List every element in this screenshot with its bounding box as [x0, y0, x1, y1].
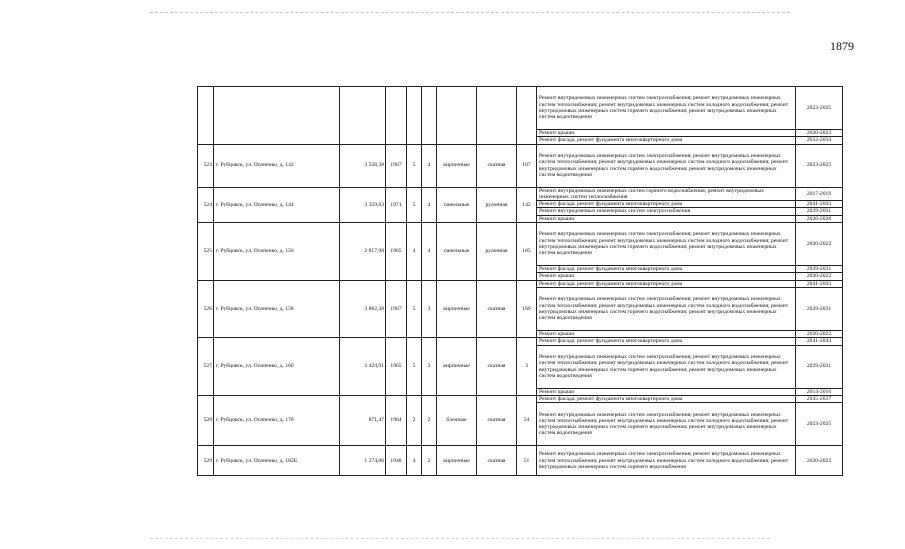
- work-description-cell: Ремонт внутридомовых инженерных систем электроснабжения; ремонт внутридомовых инженерных систем теплоснабжения; ремонт внутридомовых инженерных систем холодного водоснабжения; ремонт внутридомовых инженерных систем горячего водоснабжения; ремонт внутридомовых инженерных систем водоотведения: [537, 144, 796, 187]
- floors-cell: 5: [407, 338, 422, 396]
- floors-cell: 5: [407, 144, 422, 187]
- table-row: [198, 223, 843, 266]
- work-description-cell: Ремонт фасада; ремонт фундамента многоквартирного дома: [537, 201, 796, 208]
- wall-material-cell: панельные: [437, 187, 477, 222]
- table-body: [198, 87, 843, 476]
- work-description-cell: Ремонт крыши: [537, 130, 796, 137]
- row-number: 526: [198, 280, 214, 338]
- work-period-cell: 2020-2022: [796, 330, 843, 337]
- row-number: [198, 87, 214, 145]
- year-built-cell: 1967: [386, 144, 407, 187]
- repair-schedule-table: [197, 86, 843, 476]
- address-cell: [214, 87, 340, 145]
- work-description-cell: Ремонт крыши: [537, 330, 796, 337]
- work-period-cell: 2041-2043: [796, 201, 843, 208]
- work-period-cell: 2026-2028: [796, 215, 843, 222]
- work-period-cell: 2020-2022: [796, 130, 843, 137]
- work-description-cell: Ремонт внутридомовых инженерных систем электроснабжения: [537, 208, 796, 215]
- row-number: 527: [198, 338, 214, 396]
- roof-type-cell: скатная: [477, 280, 517, 338]
- floors-cell: 4: [407, 223, 422, 281]
- wall-material-cell: блочные: [437, 395, 477, 445]
- area-cell: 3 558,38: [340, 144, 386, 187]
- roof-type-cell: [477, 87, 517, 145]
- residents-cell: 34: [517, 395, 537, 445]
- year-built-cell: 1965: [386, 223, 407, 281]
- residents-cell: 3: [517, 338, 537, 396]
- row-number: 529: [198, 446, 214, 476]
- table-row: [198, 338, 843, 345]
- work-period-cell: 2020-2022: [796, 446, 843, 476]
- work-description-cell: Ремонт фасада; ремонт фундамента многоквартирного дома: [537, 266, 796, 273]
- area-cell: 3 359,63: [340, 187, 386, 222]
- address-cell: г. Рубцовск, ул. Осипенко, д. 160: [214, 338, 340, 396]
- roof-type-cell: скатная: [477, 446, 517, 476]
- work-period-cell: 2032-2034: [796, 137, 843, 144]
- wall-material-cell: панельные: [437, 223, 477, 281]
- work-description-cell: Ремонт внутридомовых инженерных систем электроснабжения; ремонт внутридомовых инженерных систем теплоснабжения; ремонт внутридомовых инженерных систем холодного водоснабжения; ремонт внутридомовых инженерных систем горячего водоснабжения; ремонт внутридомовых инженерных систем водоотведения: [537, 287, 796, 330]
- year-built-cell: 1971: [386, 187, 407, 222]
- work-period-cell: 2017-2019: [796, 187, 843, 201]
- scan-artifact-bottom: [150, 538, 770, 539]
- page-number: 1879: [830, 39, 854, 53]
- work-description-cell: Ремонт внутридомовых инженерных систем электроснабжения; ремонт внутридомовых инженерных систем теплоснабжения; ремонт внутридомовых инженерных систем холодного водоснабжения; ремонт внутридомовых инженерных систем горячего водоснабжения: [537, 446, 796, 476]
- work-period-cell: 2023-2025: [796, 144, 843, 187]
- work-period-cell: 2020-2022: [796, 223, 843, 266]
- year-built-cell: 1967: [386, 280, 407, 338]
- row-number: 524: [198, 187, 214, 222]
- work-description-cell: Ремонт фасада; ремонт фундамента многоквартирного дома: [537, 395, 796, 402]
- work-period-cell: 2029-2031: [796, 345, 843, 388]
- work-description-cell: Ремонт крыши: [537, 388, 796, 395]
- work-period-cell: 2023-2025: [796, 403, 843, 446]
- floors-cell: 5: [407, 187, 422, 222]
- floors-cell: 5: [407, 280, 422, 338]
- entrances-cell: 2: [422, 446, 437, 476]
- work-description-cell: Ремонт крыши: [537, 273, 796, 280]
- table-row: [198, 144, 843, 187]
- entrances-cell: 3: [422, 280, 437, 338]
- row-number: 528: [198, 395, 214, 445]
- work-description-cell: Ремонт внутридомовых инженерных систем электроснабжения; ремонт внутридомовых инженерных систем теплоснабжения; ремонт внутридомовых инженерных систем холодного водоснабжения; ремонт внутридомовых инженерных систем горячего водоснабжения; ремонт внутридомовых инженерных систем водоотведения: [537, 403, 796, 446]
- entrances-cell: [422, 87, 437, 145]
- entrances-cell: 4: [422, 144, 437, 187]
- wall-material-cell: [437, 87, 477, 145]
- address-cell: г. Рубцовск, ул. Осипенко, д. 142: [214, 144, 340, 187]
- roof-type-cell: рулонная: [477, 223, 517, 281]
- wall-material-cell: кирпичные: [437, 338, 477, 396]
- floors-cell: 4: [407, 446, 422, 476]
- year-built-cell: 1948: [386, 446, 407, 476]
- area-cell: [340, 87, 386, 145]
- address-cell: г. Рубцовск, ул. Осипенко, д. 182Б: [214, 446, 340, 476]
- work-period-cell: 2029-2031: [796, 266, 843, 273]
- wall-material-cell: кирпичные: [437, 446, 477, 476]
- scan-artifact-top: [150, 12, 790, 13]
- residents-cell: 51: [517, 446, 537, 476]
- area-cell: 3 882,38: [340, 280, 386, 338]
- work-period-cell: 2041-2043: [796, 280, 843, 287]
- area-cell: 871,47: [340, 395, 386, 445]
- wall-material-cell: кирпичные: [437, 280, 477, 338]
- entrances-cell: 4: [422, 187, 437, 222]
- roof-type-cell: скатная: [477, 338, 517, 396]
- table-row: [198, 187, 843, 201]
- residents-cell: 107: [517, 144, 537, 187]
- work-description-cell: Ремонт фасада; ремонт фундамента многоквартирного дома: [537, 280, 796, 287]
- entrances-cell: 2: [422, 395, 437, 445]
- year-built-cell: 1964: [386, 395, 407, 445]
- work-description-cell: Ремонт крыши: [537, 215, 796, 222]
- entrances-cell: 4: [422, 223, 437, 281]
- area-cell: 3 424,91: [340, 338, 386, 396]
- roof-type-cell: скатная: [477, 144, 517, 187]
- residents-cell: 142: [517, 187, 537, 222]
- residents-cell: 169: [517, 280, 537, 338]
- entrances-cell: 3: [422, 338, 437, 396]
- work-period-cell: 2035-2037: [796, 395, 843, 402]
- table-row: [198, 395, 843, 402]
- work-description-cell: Ремонт внутридомовых инженерных систем электроснабжения; ремонт внутридомовых инженерных систем теплоснабжения; ремонт внутридомовых инженерных систем холодного водоснабжения; ремонт внутридомовых инженерных систем горячего водоснабжения; ремонт внутридомовых инженерных систем водоотведения: [537, 223, 796, 266]
- roof-type-cell: скатная: [477, 395, 517, 445]
- area-cell: 2 817,98: [340, 223, 386, 281]
- work-description-cell: Ремонт фасада; ремонт фундамента многоквартирного дома: [537, 338, 796, 345]
- work-description-cell: Ремонт фасада; ремонт фундамента многоквартирного дома: [537, 137, 796, 144]
- year-built-cell: [386, 87, 407, 145]
- work-period-cell: 2014-2016: [796, 388, 843, 395]
- work-description-cell: Ремонт внутридомовых инженерных систем горячего водоснабжения; ремонт внутридомовых инженерных систем теплоснабжения: [537, 187, 796, 201]
- roof-type-cell: рулонная: [477, 187, 517, 222]
- residents-cell: 105: [517, 223, 537, 281]
- table-row: [198, 87, 843, 130]
- work-period-cell: 2029-2031: [796, 208, 843, 215]
- floors-cell: [407, 87, 422, 145]
- work-period-cell: 2023-2025: [796, 87, 843, 130]
- address-cell: г. Рубцовск, ул. Осипенко, д. 144: [214, 187, 340, 222]
- work-period-cell: 2041-2043: [796, 338, 843, 345]
- work-description-cell: Ремонт внутридомовых инженерных систем электроснабжения; ремонт внутридомовых инженерных систем теплоснабжения; ремонт внутридомовых инженерных систем холодного водоснабжения; ремонт внутридомовых инженерных систем горячего водоснабжения; ремонт внутридомовых инженерных систем водоотведения: [537, 87, 796, 130]
- work-period-cell: 2029-2031: [796, 287, 843, 330]
- area-cell: 1 274,06: [340, 446, 386, 476]
- wall-material-cell: кирпичные: [437, 144, 477, 187]
- work-period-cell: 2020-2022: [796, 273, 843, 280]
- work-description-cell: Ремонт внутридомовых инженерных систем электроснабжения; ремонт внутридомовых инженерных систем теплоснабжения; ремонт внутридомовых инженерных систем холодного водоснабжения; ремонт внутридомовых инженерных систем горячего водоснабжения; ремонт внутридомовых инженерных систем водоотведения: [537, 345, 796, 388]
- table-row: [198, 280, 843, 287]
- residents-cell: [517, 87, 537, 145]
- row-number: 525: [198, 223, 214, 281]
- address-cell: г. Рубцовск, ул. Осипенко, д. 178: [214, 395, 340, 445]
- address-cell: г. Рубцовск, ул. Осипенко, д. 158: [214, 280, 340, 338]
- table-row: [198, 446, 843, 476]
- floors-cell: 2: [407, 395, 422, 445]
- row-number: 523: [198, 144, 214, 187]
- address-cell: г. Рубцовск, ул. Осипенко, д. 156: [214, 223, 340, 281]
- year-built-cell: 1965: [386, 338, 407, 396]
